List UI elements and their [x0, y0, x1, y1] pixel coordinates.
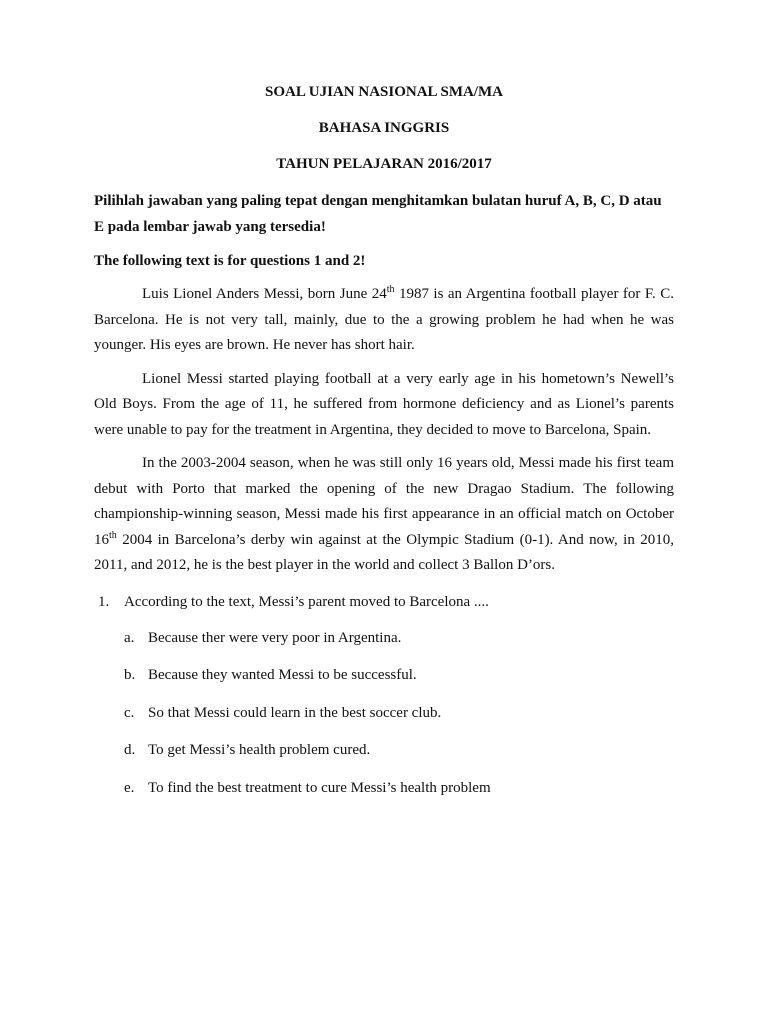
option-text: Because ther were very poor in Argentina.	[148, 629, 402, 646]
p1-superscript: th	[386, 284, 395, 295]
p1-text-a: Luis Lionel Anders Messi, born June 24	[142, 286, 387, 302]
option-text: Because they wanted Messi to be successful.	[148, 667, 417, 683]
p3-text-b: 2004 in Barcelona’s derby win against at the Olympic Stadium (0-1). And now, in 2010, 2011, and 2012, he is the best player in the world and collect 3 Ballon D’ors.	[94, 531, 674, 573]
question-text: According to the text, Messi’s parent moved to Barcelona ....	[124, 593, 489, 610]
option-letter: b.	[124, 667, 136, 683]
option-text: So that Messi could learn in the best soccer club.	[148, 704, 442, 721]
option-text: To find the best treatment to cure Messi’s health problem	[148, 779, 491, 796]
subject-title: BAHASA INGGRIS	[318, 120, 450, 136]
option-letter: d.	[124, 742, 136, 758]
instruction-text: Pilihlah jawaban yang paling tepat dengan menghitamkan bulatan huruf A, B, C, D atau E pada lembar jawab yang tersedia!	[94, 193, 662, 235]
option-d	[124, 739, 674, 761]
question-1	[94, 591, 674, 613]
option-letter: e.	[124, 779, 135, 796]
p1-text-b: 1987 is an Argentina football player for F. C. Barcelona. He is not very tall, mainly, due to the a growing problem he had when he was younger. His eyes are brown. He never has short hair.	[94, 286, 674, 353]
option-c	[124, 702, 674, 724]
answer-options	[124, 627, 674, 799]
option-e	[124, 777, 674, 799]
question-number: 1.	[98, 593, 110, 610]
passage-paragraph-2: Lionel Messi started playing football at a very early age in his hometown’s Newell’s Old Boys. From the age of 11, he suffered from hormone deficiency and as Lionel’s parents were unable to pay for the treatment in Argentina, they decided to move to Barcelona, Spain.	[94, 370, 674, 438]
passage-intro: The following text is for questions 1 and 2!	[94, 253, 366, 269]
document-page	[94, 82, 674, 814]
option-letter: c.	[124, 704, 135, 721]
passage-paragraph-1	[94, 282, 674, 359]
option-b	[124, 664, 674, 686]
p3-text-a: In the 2003-2004 season, when he was still only 16 years old, Messi made his first team debut with Porto that marked the opening of the new Dragao Stadium. The following championship-winning season, Messi made his first appearance in an official match on October 16	[94, 455, 674, 548]
p3-superscript: th	[109, 529, 117, 541]
exam-title: SOAL UJIAN NASIONAL SMA/MA	[265, 84, 503, 100]
option-text: To get Messi’s health problem cured.	[148, 742, 371, 758]
passage-paragraph-3	[94, 451, 674, 579]
option-letter: a.	[124, 629, 135, 646]
option-a	[124, 627, 674, 649]
academic-year-title: TAHUN PELAJARAN 2016/2017	[276, 156, 492, 172]
